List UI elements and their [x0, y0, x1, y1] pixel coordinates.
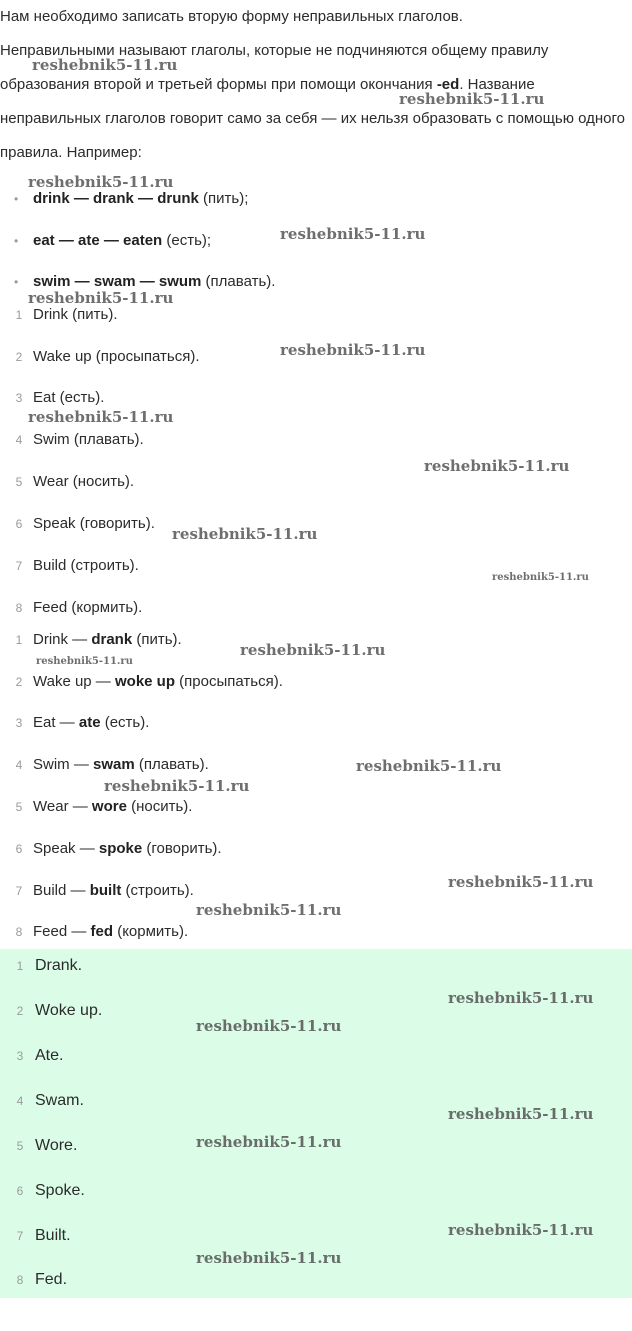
- verb-gloss: (строить).: [121, 882, 194, 899]
- intro-text-start: Неправильными называют глаголы, которые не подчиняются общему правилу образования второй и третьей формы при помощи окончания: [0, 42, 549, 93]
- watermark: reshebnik5-11.ru: [172, 525, 318, 543]
- list-number: 8: [15, 601, 23, 615]
- answer-number: 6: [16, 1184, 24, 1198]
- watermark: reshebnik5-11.ru: [492, 572, 589, 583]
- list-text: Wear (носить).: [33, 473, 135, 490]
- list-number: 3: [15, 391, 23, 405]
- watermark: reshebnik5-11.ru: [280, 341, 426, 359]
- watermark: reshebnik5-11.ru: [196, 1133, 342, 1151]
- example-forms: drink — drank — drunk: [33, 190, 199, 207]
- example-forms: eat — ate — eaten: [33, 232, 163, 249]
- example-gloss: (плавать).: [201, 273, 276, 290]
- watermark: reshebnik5-11.ru: [448, 989, 594, 1007]
- list-number: 6: [15, 517, 23, 531]
- answer-number: 4: [16, 1094, 24, 1108]
- verb-past: fed: [90, 923, 114, 940]
- verb-past: ate: [78, 714, 101, 731]
- answer-number: 2: [16, 1004, 24, 1018]
- verb-base: Swim —: [33, 756, 93, 773]
- verb-gloss: (кормить).: [113, 923, 189, 940]
- watermark: reshebnik5-11.ru: [448, 1221, 594, 1239]
- answer-text: Wore.: [35, 1137, 78, 1154]
- answer-text: Built.: [35, 1227, 71, 1244]
- list-number: 4: [15, 433, 23, 447]
- verb-past: spoke: [98, 840, 143, 857]
- watermark: reshebnik5-11.ru: [28, 173, 174, 191]
- list-number: 4: [15, 758, 23, 772]
- example-gloss: (есть);: [162, 232, 212, 249]
- verb-gloss: (есть).: [100, 714, 150, 731]
- list-text: Speak (говорить).: [33, 515, 155, 532]
- bullet-icon: •: [14, 275, 19, 289]
- watermark: reshebnik5-11.ru: [196, 1017, 342, 1035]
- answer-number: 1: [16, 959, 24, 973]
- list-number: 8: [15, 925, 23, 939]
- list-text: Feed (кормить).: [33, 599, 143, 616]
- watermark: reshebnik5-11.ru: [424, 457, 570, 475]
- verb-base: Eat —: [33, 714, 79, 731]
- verb-gloss: (плавать).: [134, 756, 209, 773]
- verb-gloss: (говорить).: [142, 840, 222, 857]
- answer-text: Swam.: [35, 1092, 84, 1109]
- list-number: 7: [15, 559, 23, 573]
- intro-text-end: . Название неправильных глаголов говорит само за себя — их нельзя образовать с помощью одного правила. Например:: [0, 76, 626, 161]
- list-text: Wake up (просыпаться).: [33, 348, 200, 365]
- watermark: reshebnik5-11.ru: [448, 1105, 594, 1123]
- watermark: reshebnik5-11.ru: [280, 225, 426, 243]
- example-forms: swim — swam — swum: [33, 273, 202, 290]
- verb-past: swam: [93, 756, 135, 773]
- watermark: reshebnik5-11.ru: [36, 656, 133, 667]
- verb-base: Speak —: [33, 840, 99, 857]
- verb-base: Build —: [33, 882, 90, 899]
- verb-gloss: (носить).: [126, 798, 193, 815]
- answer-text: Ate.: [35, 1047, 64, 1064]
- list-number: 5: [15, 800, 23, 814]
- watermark: reshebnik5-11.ru: [240, 641, 386, 659]
- watermark: reshebnik5-11.ru: [399, 90, 545, 108]
- watermark: reshebnik5-11.ru: [32, 56, 178, 74]
- list-text: Build (строить).: [33, 557, 139, 574]
- list-number: 2: [15, 350, 23, 364]
- verb-gloss: (пить).: [132, 631, 182, 648]
- answer-number: 7: [16, 1229, 24, 1243]
- verb-base: Drink —: [33, 631, 92, 648]
- verb-base: Wake up —: [33, 673, 115, 690]
- list-number: 3: [15, 716, 23, 730]
- answer-number: 3: [16, 1049, 24, 1063]
- verb-gloss: (просыпаться).: [175, 673, 283, 690]
- watermark: reshebnik5-11.ru: [196, 901, 342, 919]
- bullet-icon: •: [14, 192, 19, 206]
- intro-line: Нам необходимо записать вторую форму неправильных глаголов.: [0, 8, 463, 25]
- answer-text: Spoke.: [35, 1182, 85, 1199]
- watermark: reshebnik5-11.ru: [196, 1249, 342, 1267]
- answer-text: Drank.: [35, 957, 83, 974]
- list-text: Drink (пить).: [33, 306, 118, 323]
- intro-suffix-ed: -ed: [436, 76, 460, 93]
- watermark: reshebnik5-11.ru: [448, 873, 594, 891]
- list-number: 7: [15, 884, 23, 898]
- list-number: 1: [15, 308, 23, 322]
- example-gloss: (пить);: [198, 190, 249, 207]
- watermark: reshebnik5-11.ru: [28, 289, 174, 307]
- verb-past: drank: [91, 631, 133, 648]
- list-number: 5: [15, 475, 23, 489]
- answer-text: Fed.: [35, 1271, 68, 1288]
- answer-number: 5: [16, 1139, 24, 1153]
- answer-number: 8: [16, 1273, 24, 1287]
- watermark: reshebnik5-11.ru: [104, 777, 250, 795]
- list-text: Eat (есть).: [33, 389, 105, 406]
- verb-base: Wear —: [33, 798, 92, 815]
- verb-past: wore: [91, 798, 127, 815]
- verb-base: Feed —: [33, 923, 91, 940]
- list-number: 6: [15, 842, 23, 856]
- list-number: 1: [15, 633, 23, 647]
- watermark: reshebnik5-11.ru: [28, 408, 174, 426]
- answer-text: Woke up.: [35, 1002, 103, 1019]
- watermark: reshebnik5-11.ru: [356, 757, 502, 775]
- verb-past: built: [89, 882, 122, 899]
- list-number: 2: [15, 675, 23, 689]
- verb-past: woke up: [114, 673, 175, 690]
- list-text: Swim (плавать).: [33, 431, 144, 448]
- bullet-icon: •: [14, 234, 19, 248]
